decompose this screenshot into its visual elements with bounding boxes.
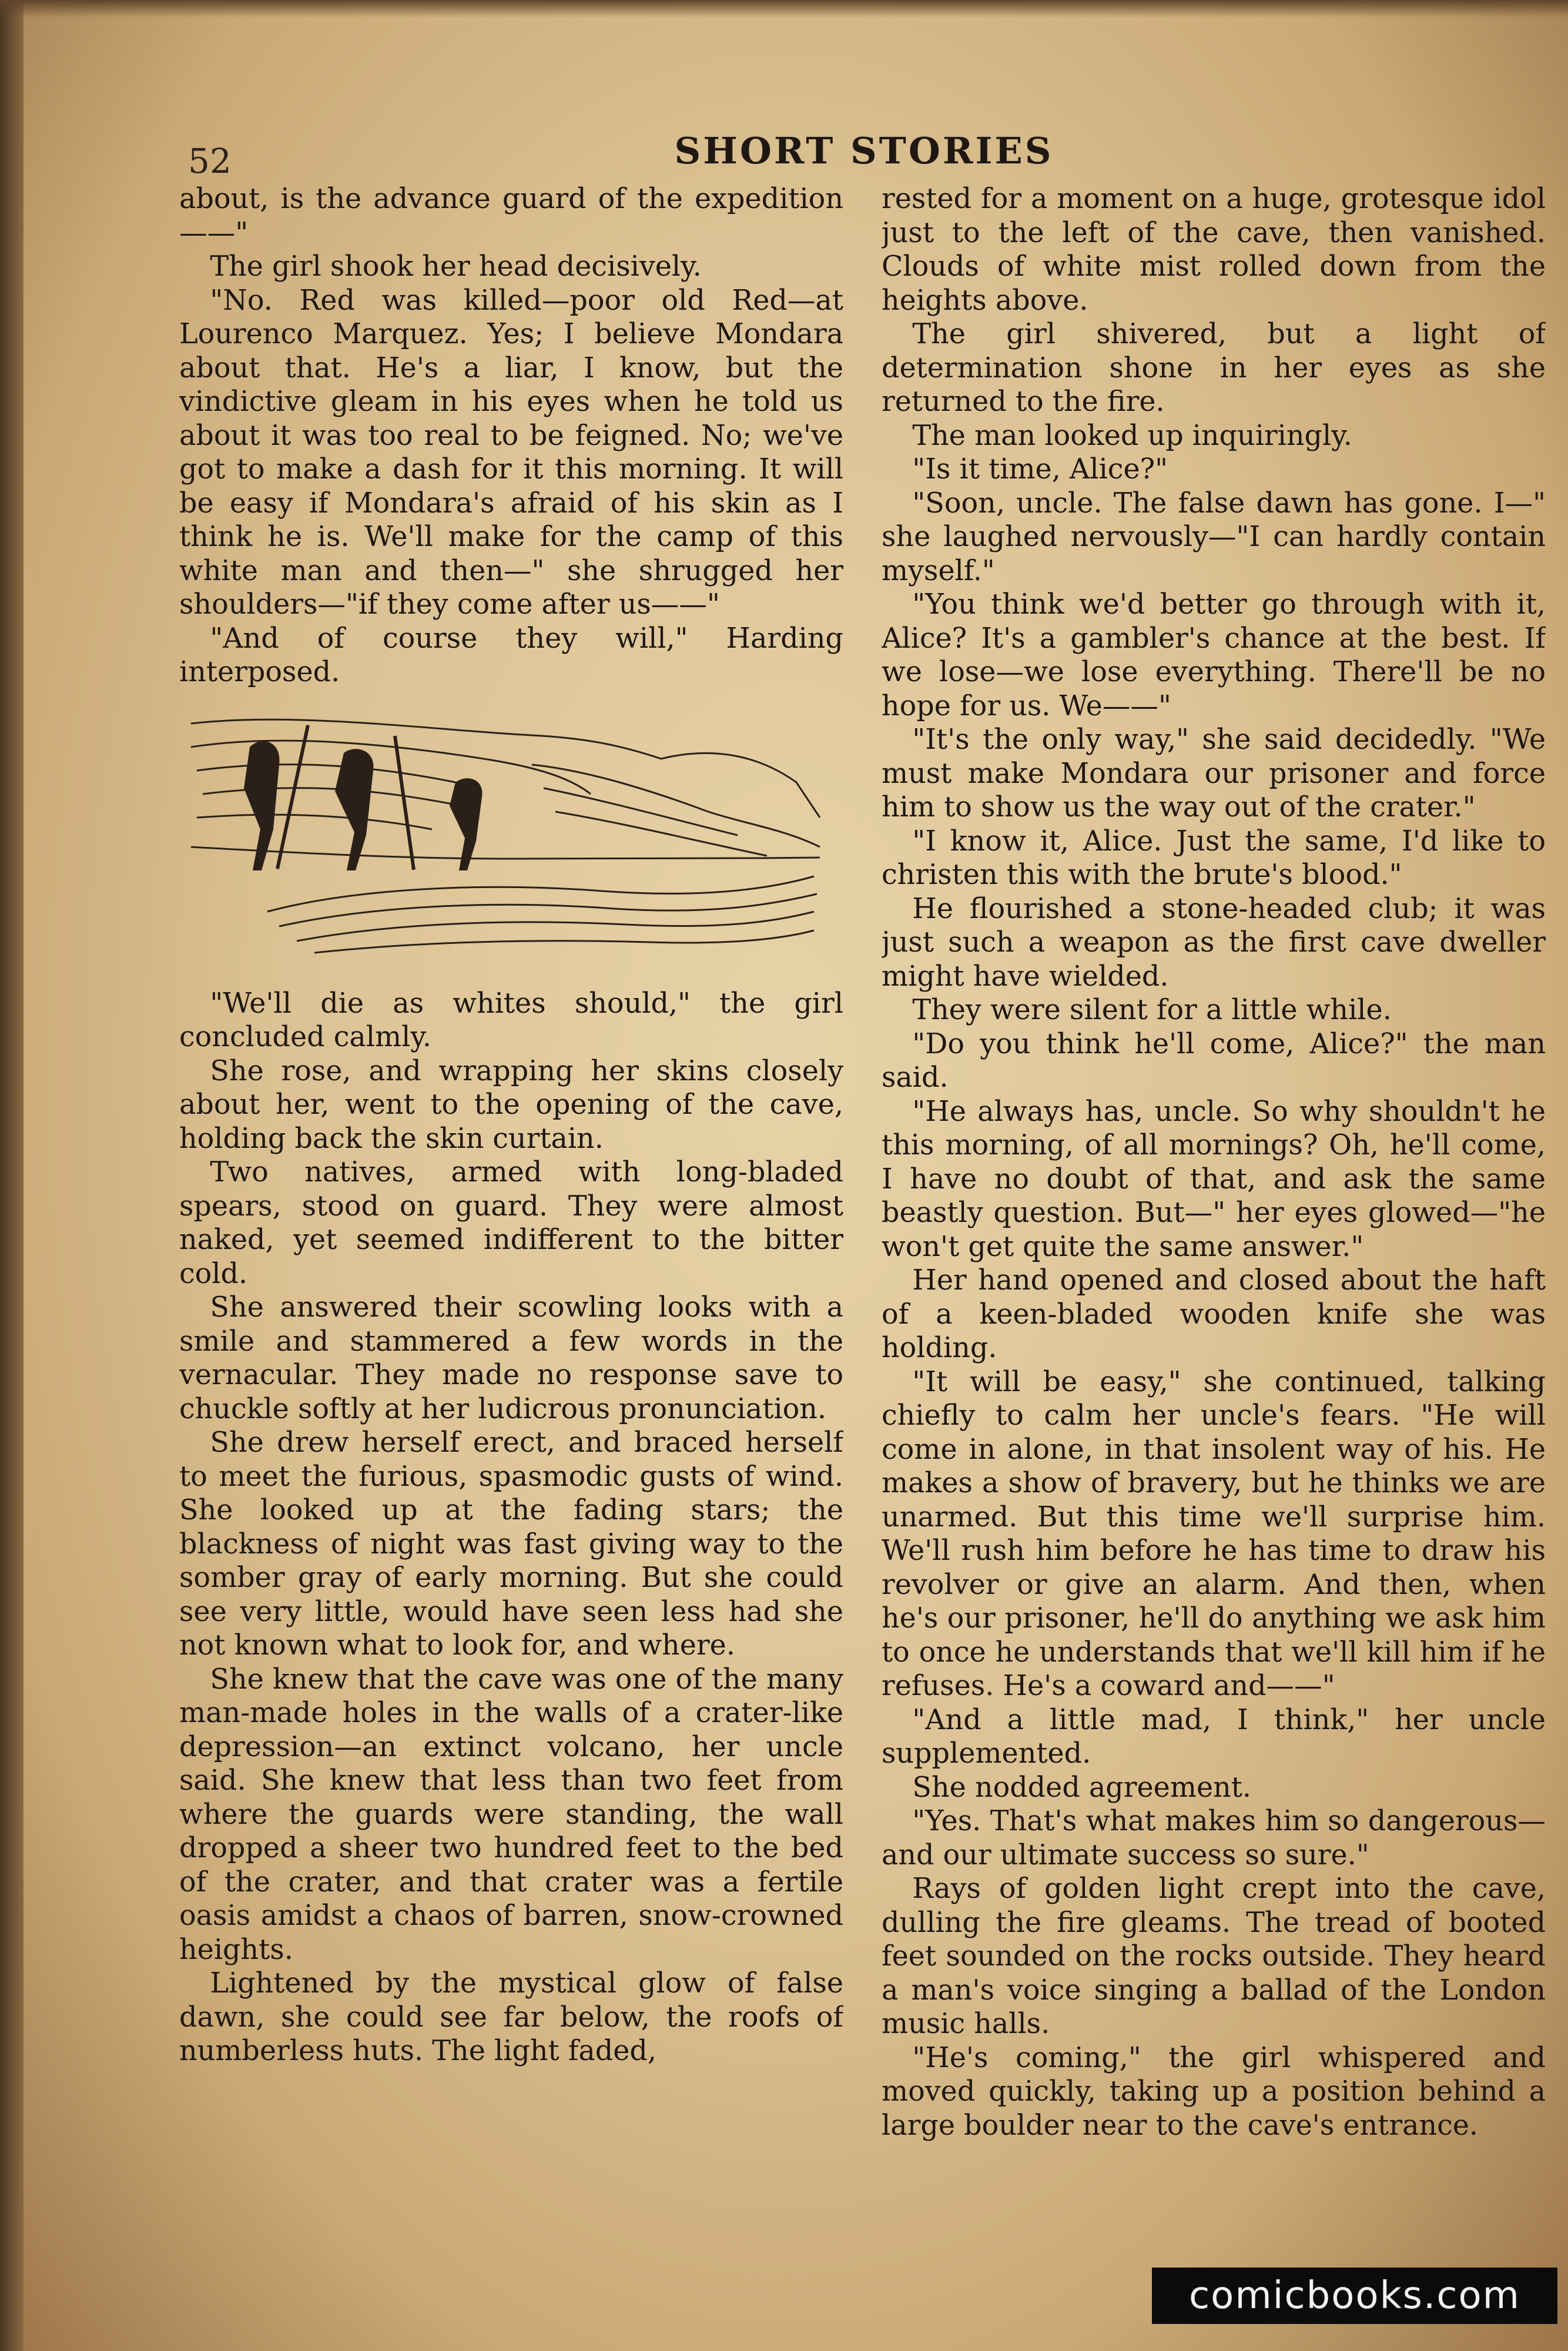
landscape-sketch bbox=[179, 712, 826, 964]
paragraph: "We'll die as whites should," the girl concluded calmly. bbox=[179, 987, 843, 1053]
paragraph: "He's coming," the girl whispered and moved quickly, taking up a position behind a large boulder near to the cave's entrance. bbox=[882, 2041, 1546, 2142]
page-number: 52 bbox=[188, 141, 232, 181]
paragraph: The girl shook her head decisively. bbox=[210, 250, 702, 283]
paragraph: "Do you think he'll come, Alice?" the man said. bbox=[882, 1027, 1546, 1094]
right-column bbox=[882, 182, 1546, 2275]
page-header bbox=[176, 123, 1552, 181]
paragraph: "And of course they will," Harding interposed. bbox=[179, 622, 843, 688]
paragraph: She nodded agreement. bbox=[912, 1771, 1252, 1804]
paragraph: He flourished a stone-headed club; it was just such a weapon as the first cave dweller might have wielded. bbox=[882, 892, 1546, 993]
paragraph: rested for a moment on a huge, grotesque idol just to the left of the cave, then vanished. Clouds of white mist rolled down from the heights above. bbox=[882, 183, 1546, 317]
paragraph: "No. Red was killed—poor old Red—at Lourenco Marquez. Yes; I believe Mondara about that. He's a liar, I know, but the vindictive gleam in his eyes when he told us about it was too real to be feigned. No; we've got to make a dash for it this morning. It will be easy if Mondara's afraid of his skin as I think he is. We'll make for the camp of this white man and then—" she shrugged her shoulders—"if they come after us——" bbox=[179, 284, 843, 621]
paragraph: She knew that the cave was one of the many man-made holes in the walls of a crater-like depression—an extinct volcano, her uncle said. She knew that less than two feet from where the guards were standing, the wall dropped a sheer two hundred feet to the bed of the crater, and that crater was a fertile oasis amidst a chaos of barren, snow-crowned heights. bbox=[179, 1663, 843, 1966]
paragraph: "He always has, uncle. So why shouldn't he this morning, of all mornings? Oh, he'll come, I have no doubt of that, and ask the same beastly question. But—" her eyes glowed—"he won't get quite the same answer." bbox=[882, 1095, 1546, 1263]
paragraph: "You think we'd better go through with it, Alice? It's a gambler's chance at the best. If we lose—we lose everything. There'll be no hope for us. We——" bbox=[882, 588, 1546, 722]
paragraph: "I know it, Alice. Just the same, I'd like to christen this with the brute's blood." bbox=[882, 825, 1546, 891]
paragraph: Rays of golden light crept into the cave, dulling the fire gleams. The tread of booted feet sounded on the rocks outside. They heard a man's voice singing a ballad of the London music halls. bbox=[882, 1873, 1546, 2040]
paragraph: The girl shivered, but a light of determination shone in her eyes as she returned to the fire. bbox=[882, 318, 1546, 418]
site-watermark: comicbooks.com bbox=[1152, 2268, 1557, 2324]
paragraph: They were silent for a little while. bbox=[912, 994, 1392, 1026]
paragraph: Lightened by the mystical glow of false dawn, she could see far below, the roofs of numberless huts. The light faded, bbox=[179, 1967, 843, 2067]
paragraph: The man looked up inquiringly. bbox=[912, 419, 1352, 452]
paragraph: "It will be easy," she continued, talking chiefly to calm her uncle's fears. "He will come in alone, in that insolent way of his. He makes a show of bravery, but he thinks we are unarmed. But this time we'll surprise him. We'll rush him before he has time to draw his revolver or give an alarm. And then, when he's our prisoner, he'll do anything we ask him to once he understands that we'll kill him if he refuses. He's a coward and——" bbox=[882, 1365, 1546, 1702]
paragraph: She answered their scowling looks with a smile and stammered a few words in the vernacular. They made no response save to chuckle softly at her ludicrous pronunciation. bbox=[179, 1291, 843, 1425]
paragraph: "And a little mad, I think," her uncle supplemented. bbox=[882, 1703, 1546, 1770]
paragraph: "Soon, uncle. The false dawn has gone. I—" she laughed nervously—"I can hardly contain myself." bbox=[882, 487, 1546, 587]
paragraph: She drew herself erect, and braced herself to meet the furious, spasmodic gusts of wind. She looked up at the fading stars; the blackness of night was fast giving way to the somber gray of early morning. But she could see very little, would have seen less had she not known what to look for, and where. bbox=[179, 1426, 843, 1662]
paragraph: "Yes. That's what makes him so dangerous—and our ultimate success so sure." bbox=[882, 1805, 1546, 1871]
left-column bbox=[179, 182, 843, 2275]
page-edge-shadow bbox=[0, 0, 24, 2351]
paragraph: "Is it time, Alice?" bbox=[912, 453, 1168, 485]
paragraph: "It's the only way," she said decidedly. "We must make Mondara our prisoner and force him to show us the way out of the crater." bbox=[882, 724, 1546, 823]
illustration-natives-landscape bbox=[179, 712, 843, 964]
paragraph: Two natives, armed with long-bladed spears, stood on guard. They were almost naked, yet seemed indifferent to the bitter cold. bbox=[179, 1156, 843, 1290]
running-title: SHORT STORIES bbox=[674, 129, 1054, 172]
paragraph: about, is the advance guard of the expedition——" bbox=[179, 183, 843, 249]
paragraph: She rose, and wrapping her skins closely about her, went to the opening of the cave, holding back the skin curtain. bbox=[179, 1054, 843, 1155]
page-top-shadow bbox=[0, 0, 1568, 18]
paragraph: Her hand opened and closed about the haft of a keen-bladed wooden knife she was holding. bbox=[882, 1264, 1546, 1364]
